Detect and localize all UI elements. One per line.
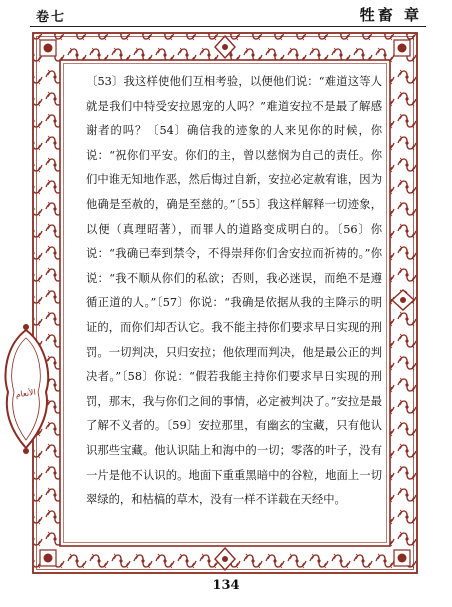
chapter-title: 牲畜 章 <box>359 6 422 24</box>
medallion-calligraphy: الأنعام <box>14 387 37 400</box>
body-text <box>86 70 382 540</box>
page-number: 134 <box>212 578 240 593</box>
verse-paragraph: 〔53〕我这样使他们互相考验，以便他们说：“难道这等人就是我们中特受安拉恩宠的人吗？”难道安拉不是最了解感谢者的吗？〔54〕确信我的迹象的人来见你的时候，你说：“祝你们平安。你们的主，曾以慈悯为自己的责任。你们中谁无知地作恶，然后悔过自新，安拉必定赦宥谁，因为他确是至赦的，确是至慈的。”〔55〕我这样解释一切迹象，以便（真理昭著），而罪人的道路变成明白的。〔56〕你说：“我确已奉到禁令，不得崇拜你们舍安拉而祈祷的。”你说：“我不顺从你们的私欲；否则，我必迷误，而绝不是遵循正道的人。”〔57〕你说：“我确是依据从我的主降示的明证的，而你们却否认它。我不能主持你们要求早日实现的刑罚。一切判决，只归安拉；他依理而判决，他是最公正的判决者。”〔58〕你说：“假若我能主持你们要求早日实现的刑罚，那末，我与你们之间的事情，必定被判决了。”安拉是最了解不义者的。〔59〕安拉那里，有幽玄的宝藏，只有他认识那些宝藏。他认识陆上和海中的一切；零落的叶子，没有一片是他不认识的。地面下重重黑暗中的谷粒，地面上一切翠绿的，和枯槁的草木，没有一样不详载在天经中。 <box>86 75 382 507</box>
volume-label: 卷七 <box>36 10 67 25</box>
